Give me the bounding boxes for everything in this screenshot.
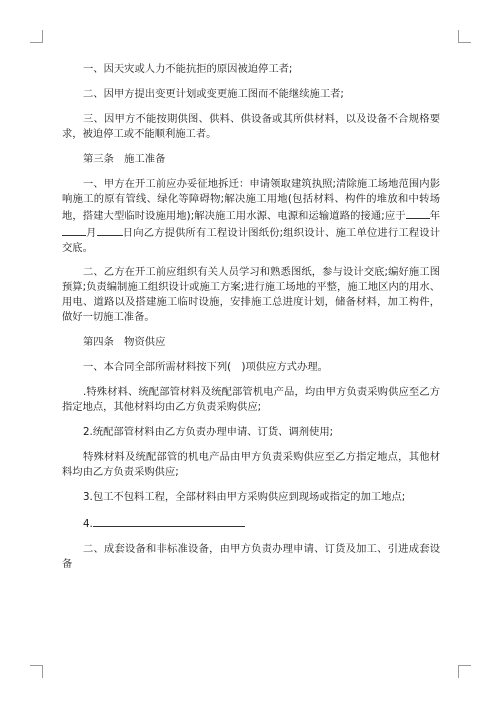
paragraph-option-3: 3.包工不包料工程，全部材料由甲方采购供应到现场或指定的加工地点;: [83, 490, 406, 503]
article-4-heading: 第四条 物资供应: [83, 336, 166, 349]
crop-mark-top-right: [458, 30, 471, 43]
crop-mark-bottom-left: [30, 665, 43, 678]
option-4-label: 4.: [83, 517, 93, 530]
paragraph-option-1: .特殊材料、统配部管材料及统配部管机电产品，均由甲方负责采购供应至乙方指定地点，其他材料均由乙方负责采购供应;: [62, 386, 440, 414]
document-body: [62, 62, 440, 581]
paragraph-equipment: 二、成套设备和非标准设备，由甲方负责办理申请、订货及加工、引进成套设备: [62, 542, 440, 570]
paragraph-party-a-prep: [62, 177, 440, 256]
paragraph-supply-method: 一、本合同全部所需材料按下列( )项供应方式办理。: [83, 361, 328, 374]
paragraph-option-4: [62, 515, 440, 532]
month-blank: [62, 224, 86, 236]
crop-mark-bottom-right: [458, 665, 471, 678]
paragraph-option-2: 2.统配部管材料由乙方负责办理申请、订货、调剂使用;: [83, 426, 334, 439]
option-4-blank: [93, 515, 245, 527]
party-a-prep-text-end: 日向乙方提供所有工程设计图纸份;组织设计、施工单位进行工程设计交底。: [62, 226, 441, 254]
party-a-prep-text: 一、甲方在开工前应办妥征地拆迁：申请领取建筑执照;清除施工场地范围内影响施工的原有管线、绿化等障碍物;解决施工用地(包括材料、构件的堆放和中转场地，搭建大型临时设施用地);解决施工用水源、电源和运输道路的接通;应于: [62, 177, 440, 222]
paragraph-force-majeure: 一、因天灾或人力不能抗拒的原因被迫停工者;: [83, 63, 293, 75]
paragraph-option-2-detail: 特殊材料及统配部管的机电产品由甲方负责采购供应至乙方指定地点，其他材料均由乙方负责采购供应;: [62, 450, 440, 478]
crop-mark-top-left: [30, 30, 43, 43]
month-label: 月: [86, 226, 97, 239]
paragraph-plan-change: 二、因甲方提出变更计划或变更施工图而不能继续施工者;: [83, 87, 344, 100]
year-label: 年: [429, 209, 440, 222]
day-blank: [97, 224, 123, 236]
article-3-heading: 第三条 施工准备: [83, 152, 166, 165]
paragraph-party-b-prep: 二、乙方在开工前应组织有关人员学习和熟悉图纸，参与设计交底;编好施工图预算;负责编制施工组织设计或施工方案;进行施工场地的平整，施工地区内的用水、用电、道路以及搭建施工临时设施，安排施工总进度计划，储备材料，加工构件，做好一切施工准备。: [62, 266, 440, 324]
year-blank: [406, 207, 430, 219]
paragraph-supply-delay: 三、因甲方不能按期供图、供料、供设备或其所供材料，以及设备不合规格要求，被迫停工或不能顺利施工者。: [62, 112, 440, 140]
